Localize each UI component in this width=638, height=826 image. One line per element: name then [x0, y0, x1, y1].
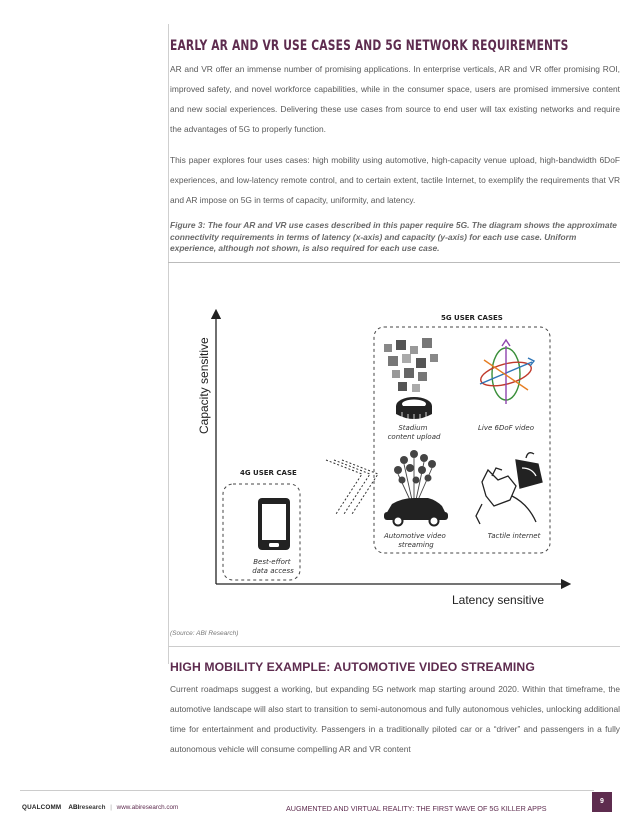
transition-arrows-icon	[326, 460, 378, 514]
group-5g-label: 5G USER CASES	[441, 314, 503, 322]
figure-source: (Source: ABI Research)	[170, 630, 239, 637]
stadium-label: Stadium content upload	[387, 424, 441, 441]
subsection-heading: HIGH MOBILITY EXAMPLE: AUTOMOTIVE VIDEO STREAMING	[170, 660, 535, 674]
caption-rule	[168, 262, 620, 263]
connected-car-icon	[384, 450, 448, 526]
automotive-paragraph: Current roadmaps suggest a working, but expanding 5G network map starting around 2020. Within that timeframe, the automotive landscape will also start to transition to semi-autonomous and fully autonomous vehicles, unlocking additional time for entertainment and productivity. Passengers in a traditionally piloted car or a “driver” and passengers in a fully autonomous vehicle will consume compelling AR and VR content	[170, 684, 620, 754]
footer-separator: |	[110, 804, 112, 811]
footer-brand	[22, 804, 178, 811]
vr-headset-hand-icon	[476, 453, 542, 524]
footer-document-title: AUGMENTED AND VIRTUAL REALITY: THE FIRST WAVE OF 5G KILLER APPS	[286, 804, 547, 813]
figure-caption: Figure 3: The four AR and VR use cases described in this paper require 5G. The diagram shows the approximate connectivity requirements in terms of latency (x-axis) and capacity (y-axis) for each use case. Uniform experience, although not shown, is also required for each use case.	[170, 220, 617, 253]
footer-rule	[20, 790, 594, 791]
page-number: 9	[592, 792, 612, 812]
intro-paragraph: AR and VR offer an immense number of promising applications. In enterprise verticals, AR and VR offer promising ROI, improved safety, and novel workforce capabilities, while in the consumer space, users are promised immersive content and new social experiences. Delivering these use cases from source to end user will tax existing networks and require the advantages of 5G to properly function.	[170, 64, 620, 134]
live-6dof-label: Live 6DoF video	[477, 424, 535, 432]
use-cases-paragraph: This paper explores four uses cases: high mobility using automotive, high-capacity venue upload, high-bandwidth 6DoF experiences, and low-latency remote control, and to certain extent, tactile Internet, to exemplify the requirements that VR and AR impose on 5G in terms of capacity, uniformity, and latency.	[170, 155, 620, 205]
automotive-label: Automotive video streaming	[383, 532, 446, 549]
section-title: EARLY AR AND VR USE CASES AND 5G NETWORK REQUIREMENTS	[170, 38, 569, 54]
6dof-axes-icon	[478, 340, 534, 404]
stadium-icon	[396, 397, 432, 421]
abi-research-logo: ABIresearch	[68, 804, 106, 811]
social-media-cloud-icon	[384, 338, 438, 392]
y-axis-label: Capacity sensitive	[197, 337, 211, 434]
website-link[interactable]: www.abiresearch.com	[116, 804, 179, 811]
margin-rule	[168, 24, 169, 664]
best-effort-label: Best-effort data access	[252, 558, 294, 575]
qualcomm-logo: QUALCOMM	[22, 804, 62, 811]
smartphone-icon	[258, 498, 290, 550]
group-4g-label: 4G USER CASE	[240, 469, 297, 477]
x-axis-label: Latency sensitive	[452, 593, 545, 607]
use-case-diagram	[176, 300, 576, 620]
source-rule	[168, 646, 620, 647]
tactile-label: Tactile internet	[487, 532, 541, 540]
